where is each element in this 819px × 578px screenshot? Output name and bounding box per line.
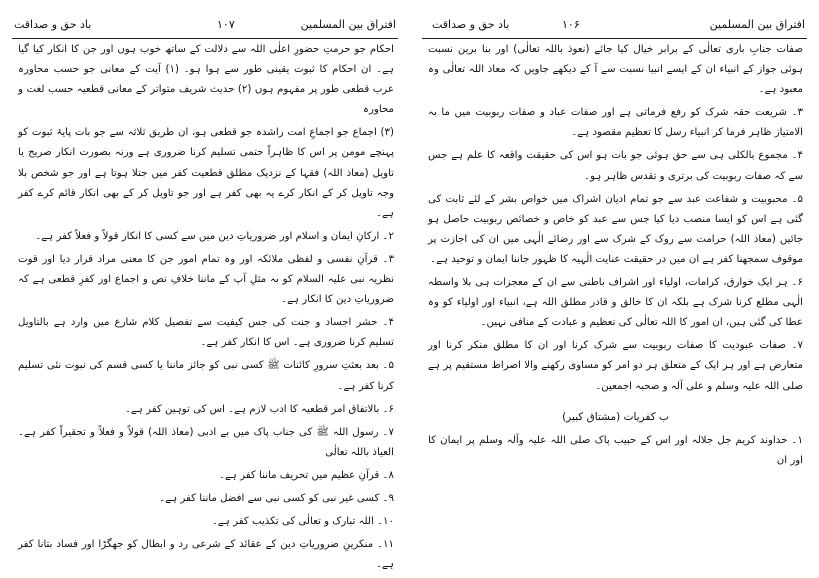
page-number: ۱۰۶	[562, 18, 580, 31]
paragraph: احکام جو حرمتِ حضورِ اعلٰی اللہ سے دلالت کے ساتھ خوب ہوں اور جن کا انکار کیا گیا ہے۔ ان احکام کا ثبوت یقینی طور سے ہوا ہو۔ (۱) آیت کے معانی جو حسب محاورہ عرب قطعی طور پر مفہوم ہوں (۲) حدیث شریف متواتر کے معانی قطعیہ حسب لغت و محاورہ	[18, 44, 395, 116]
paragraph: ۷۔ رسول اللہ ﷺ کی جناب پاک میں بے ادبی (معاذ اللہ) قولاً و فعلاً و تحقیراً کفر ہے۔ العیاذ باللہ تعالٰی	[18, 426, 394, 458]
paragraph: ۴۔ حشر اجساد و جنت کی جس کیفیت سے تفصیل کلام شارع میں وارد ہے بالتاویل تسلیم کرنا ضروری ہے۔ اس کا انکار کفر ہے۔	[18, 317, 394, 349]
paragraph: ۳۔ شریعت حقہ شرک کو رفع فرماتی ہے اور صفات عباد و صفات ربوبیت میں ما بہ الامتیاز ظاہر فرما کر انبیاء رسل کا تعظیم مقصود ہے۔	[428, 107, 803, 139]
left-page-body	[18, 40, 394, 578]
paragraph: ۵۔ محبوبیت و شفاعت عبد سے جو تمام ادیان اشراک میں خواص بشر کے لئے ثابت کی گئی ہے اس کو ایسا منصب دیا کیا جس سے عبد کو خاص و خصائص ربوبیت حاصل ہو جائیں (معاذ اللہ) حرامت سے روک کے شرک سے اور رضائے الٰہی میں ان کی اجازت پر موقوف سمجھنا کفر ہے ان میں در حقیقت عنایت الٰہیہ کا ظہور جاننا ایمان و توحید ہے۔	[428, 193, 803, 265]
running-title-left: باد حق و صداقت	[432, 18, 510, 31]
paragraph: ۵۔ بعد بعثتِ سرورِ کائنات ﷺ کسی نبی کو جائز ماننا یا کسی قسم کی نبوت نئی تسلیم کرنا کفر ہے۔	[18, 360, 394, 392]
header-rule	[422, 38, 807, 39]
right-page-body	[428, 40, 803, 474]
paragraph: (۳) اجماع جو اجماعِ امت راشدہ جو قطعی ہو، ان طریق ثلاثہ سے جو بات پایۂ ثبوت کو پہنچے مومن پر اس کا ظاہراً حتمی تسلیم کرنا ضروری ہے ورنہ بصورت انکار صریح یا تاویل (معاذ اللہ) فقہا کے نزدیک مطلق قطعیت کفر میں جتلا ہوتا ہے اور جو شخص بلا وجہ تاویل کر کے انکار کرے یہ بھی کفر ہے اور جو تاویل کر کے بھی انکار قائم کرے کفر ہے۔	[18, 127, 394, 219]
running-title-right: افتراق بين المسلمين	[300, 18, 396, 31]
paragraph: صفات جنابِ باری تعالٰی کے برابر خیال کیا جائے (نعوذ باللہ تعالٰی) اور بنا برین نسبت ہوئی جواز کے انبیاء ان کے ایسے انبیا نسبت سے آ کے دیکھے جاویں کہ معاذ اللہ تعالٰی وہ معبود ہے۔	[428, 44, 803, 96]
running-title-left: باد حق و صداقت	[14, 18, 92, 31]
right-page	[410, 0, 819, 578]
page-header	[422, 14, 807, 36]
header-rule	[12, 38, 398, 39]
paragraph: ۶۔ بالاتفاق امر قطعیہ کا ادب لازم ہے۔ اس کی توہین کفر ہے۔	[124, 403, 394, 415]
page-header	[12, 14, 398, 36]
page-number: ۱۰۷	[217, 18, 235, 31]
paragraph: ۱۱۔ منکرینِ ضروریاتِ دین کے عقائد کے شرعی رد و ابطال کو جھگڑا اور فساد بتانا کفر ہے۔	[18, 539, 394, 571]
paragraph: ۲۔ ارکانِ ایمان و اسلام اور ضروریاتِ دین میں سے کسی کا انکار قولاً و فعلاً کفر ہے۔	[35, 230, 394, 242]
paragraph: ۹۔ کسی غیر نبی کو کسی نبی سے افضل ماننا کفر ہے۔	[159, 492, 394, 504]
section-title: ب کفریات (مشتاق کبیر)	[562, 410, 669, 423]
paragraph: ۶۔ ہر ایک خوارق، کرامات، اولیاء اور اشراف باطنی سے ان کے معجزات ہی بلا واسطہ الٰہی مطلع کرنا شرک ہے بلکہ ان کا خالق و قادر مطلق اللہ ہے، انبیاء اور اولیاء کو وہ عطا کی گئی ہیں، ان امور کا اللہ تعالٰی کی تعظیم و عبادت کے منافی نہیں۔	[428, 277, 803, 329]
paragraph: ۱۔ خداوند کریم جل جلالہ اور اس کے حبیب پاک صلی اللہ علیہ وآلہ وسلم پر ایمان کا اور ان	[428, 434, 803, 466]
paragraph: ۴۔ مجموع بالکلی ہی سے حق ہوئی جو بات ہو اس کی حقیقت واقعہ کا علم ہے جس سے کہ صفات ربوبیت کی برتری و تقدس ظاہر ہو۔	[428, 150, 803, 182]
paragraph: ۸۔ قرآنِ عظیم میں تحریف ماننا کفر ہے۔	[218, 469, 394, 481]
paragraph: ۷۔ صفات عبودیت کا صفات ربوبیت سے شرک کرنا اور ان کا مطلق منکر کرنا اور متعارض ہے اور ہر ایک کے متعلق ہر دو امر کو مساوی رکھنے والا اصراط مستقیم پر ہے صلی اللہ علیہ وسلم و علی آلہ و صحبہ اجمعین۔	[428, 340, 803, 392]
paragraph: ۱۰۔ اللہ تبارک و تعالٰی کی تکذیب کفر ہے۔	[211, 516, 394, 528]
running-title-right: افتراق بين المسلمين	[709, 18, 805, 31]
paragraph: ۳۔ قرآنِ نفسی و لفظی ملائکہ اور وہ تمام امور جن کا معنی مراد قرار دیا اور قوت نظریہ نبی علیہ السلام کو بہ مثلِ آپ کے ماننا خلافِ نص و اجماع اور کفرِ قطعی ہے کہ ضروریاتِ دین کا انکار ہے۔	[18, 253, 394, 306]
